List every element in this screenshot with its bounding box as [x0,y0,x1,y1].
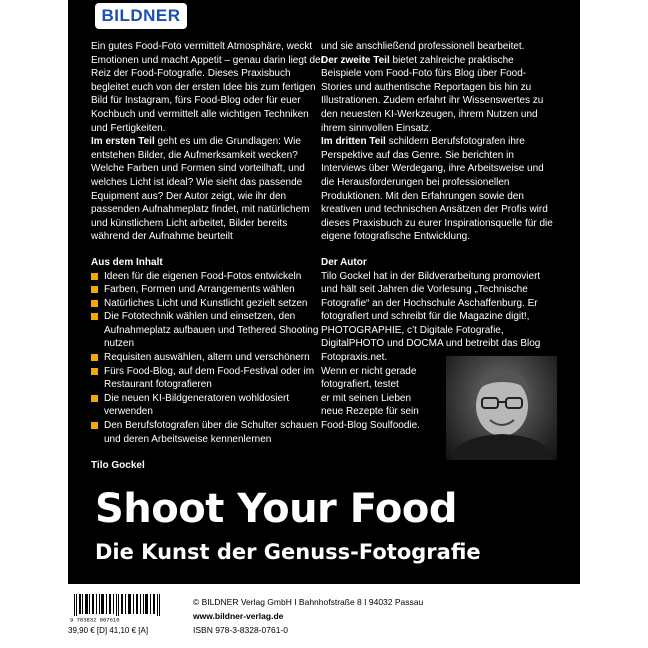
list-item: Natürliches Licht und Kunstlicht gezielt setzen [91,297,327,311]
bullet-square-icon [91,313,98,320]
publisher-website: www.bildner-verlag.de [193,611,284,621]
part-three-paragraph: Im dritten Teil schildern Berufsfotografen ihre Perspektive auf das Genre. Sie berichten in Interviews über Werdegang, ihre Arbeitsweise und die Herausforderungen bei professionellen Produktionen. Mit den Erfahrungen sowie den kreativen und technischen Ansätzen der Profis wird dieses Praxisbuch zu eurer Inspirationsquelle für die eigene fotografische Entwicklung. [321,136,553,243]
bullet-square-icon [91,395,98,402]
intro-paragraph: Ein gutes Food-Foto vermittelt Atmosphäre, weckt Emotionen und macht Appetit – genau darin liegt der Reiz der Food-Fotografie. Dieses Praxisbuch begleitet euch von der ersten Idee bis zum fertigen Bild für Instagram, fürs Food-Blog oder für euer Kochbuch und vermittelt alle wichtigen Techniken und Fertigkeiten. [91,41,324,134]
portrait-silhouette-icon [446,356,557,460]
list-item: Requisiten auswählen, altern und verschönern [91,351,327,365]
part-two-paragraph: Der zweite Teil bietet zahlreiche praktische Beispiele vom Food-Foto fürs Blog über Food-Stories und authentische Reportagen bis hin zu Illustrationen. Zudem erfahrt ihr Wissenswertes zu den neuesten KI-Werkzeugen, ihrem Nutzen und ihrem sinnvollen Einsatz. [321,54,544,134]
list-item: Den Berufsfotografen über die Schulter schauen und deren Arbeitsweise kennenlernen [91,419,327,446]
bullet-square-icon [91,273,98,280]
left-column [91,40,327,446]
back-cover [68,0,580,584]
book-subtitle: Die Kunst der Genuss-Fotografie [95,540,481,564]
contents-list [91,270,327,447]
bullet-square-icon [91,354,98,361]
author-heading: Der Autor [321,256,367,268]
barcode-digits: 9 783832 807610 [70,616,120,622]
isbn: ISBN 978-3-8328-0761-0 [193,625,288,635]
list-item: Ideen für die eigenen Food-Fotos entwickeln [91,270,327,284]
barcode-icon [68,594,172,622]
list-item: Die Fototechnik wählen und einsetzen, den Aufnahmeplatz aufbauen und Tethered Shooting nutzen [91,310,327,351]
author-bio: Tilo Gockel hat in der Bildverarbeitung promoviert und hält seit Jahren die Vorlesung „Technische Fotografie“ an der Hochschule Aschaffenburg. Er fotografiert und schreibt für die Magazine digit!, PHOTOGRAPHIE, c’t Digitale Fotografie, DigitalPHOTO und DOCMA und betreibt das Blog Fotopraxis.net. [321,270,541,364]
intro-continuation: und sie anschließend professionell bearbeitet. [321,41,525,52]
list-item: Fürs Food-Blog, auf dem Food-Festival oder im Restaurant fotografieren [91,365,327,392]
contents-heading: Aus dem Inhalt [91,256,163,268]
bullet-square-icon [91,368,98,375]
book-title: Shoot Your Food [95,486,457,532]
imprint [193,595,423,637]
bullet-square-icon [91,300,98,307]
publisher-logo: BILDNER [95,3,187,29]
bullet-square-icon [91,422,98,429]
list-item: Farben, Formen und Arrangements wählen [91,283,327,297]
list-item: Die neuen KI-Bildgeneratoren wohldosiert verwenden [91,392,327,419]
publisher-address: © BILDNER Verlag GmbH I Bahnhofstraße 8 I 94032 Passau [193,597,424,607]
part-one-paragraph: Im ersten Teil geht es um die Grundlagen: Wie entstehen Bilder, die Aufmerksamkeit wecken? Welche Farben und Formen sind vorteilhaft, und welches Licht ist ideal? Wie sieht das passende Equipment aus? Der Autor zeigt, wie ihr den passenden Aufnahmeplatz findet, mit natürlichem und künstlichem Licht arbeitet, Bilder bereits während der Aufnahme beurteilt [91,136,310,243]
author-bio-wrap: Wenn er nicht gerade fotografiert, testet er mit seinen Lieben neue Rezepte für sein Food-Blog Soulfoodie. [321,365,420,432]
bullet-square-icon [91,286,98,293]
author-name: Tilo Gockel [91,460,145,471]
price-label: 39,90 € [D] 41,10 € [A] [68,626,149,635]
author-portrait [446,356,557,460]
